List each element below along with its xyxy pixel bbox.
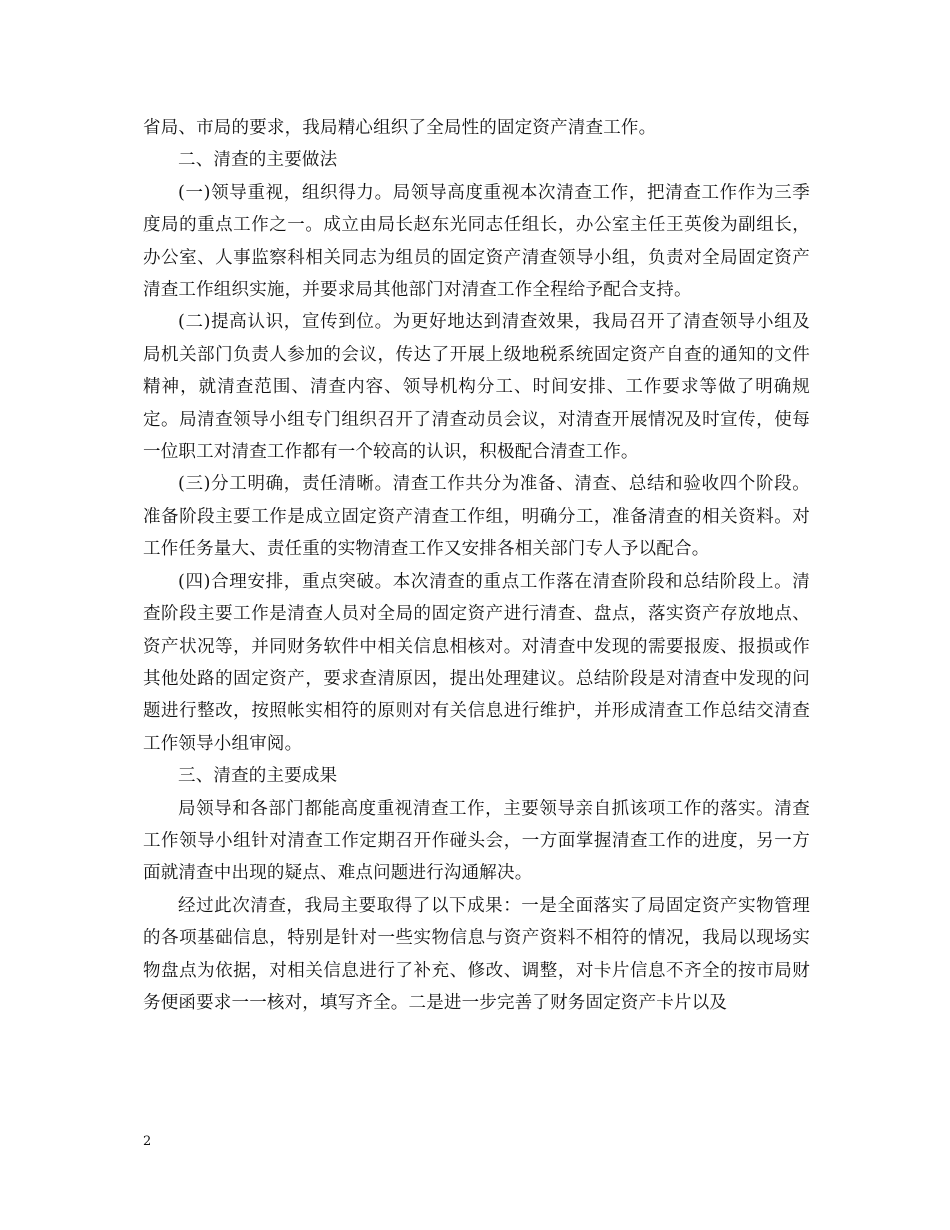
paragraph-leadership: (一)领导重视，组织得力。局领导高度重视本次清查工作，把清查工作作为三季度局的重点工作之一。成立由局长赵东光同志任组长，办公室主任王英俊为副组长，办公室、人事监察科相关同志为组员的固定资产清查领导小组，负责对全局固定资产清查工作组织实施，并要求局其他部门对清查工作全程给予配合支持。 — [143, 182, 810, 301]
section-heading-methods: 二、清查的主要做法 — [178, 150, 338, 171]
paragraph-leadership-attention: 局领导和各部门都能高度重视清查工作，主要领导亲自抓该项工作的落实。清查工作领导小组针对清查工作定期召开作碰头会，一方面掌握清查工作的进度，另一方面就清查中出现的疑点、难点问题进行沟通解决。 — [143, 798, 810, 884]
paragraph-arrangement: (四)合理安排，重点突破。本次清查的重点工作落在清查阶段和总结阶段上。清查阶段主要工作是清查人员对全局的固定资产进行清查、盘点，落实资产存放地点、资产状况等，并同财务软件中相关信息相核对。对清查中发现的需要报废、报损或作其他处路的固定资产，要求查清原因，提出处理建议。总结阶段是对清查中发现的问题进行整改，按照帐实相符的原则对有关信息进行维护，并形成清查工作总结交清查工作领导小组审阅。 — [143, 571, 810, 754]
paragraph-outcomes: 经过此次清查，我局主要取得了以下成果：一是全面落实了局固定资产实物管理的各项基础信息，特别是针对一些实物信息与资产资料不相符的情况，我局以现场实物盘点为依据，对相关信息进行了补充、修改、调整，对卡片信息不齐全的按市局财务便函要求一一核对，填写齐全。二是进一步完善了财务固定资产卡片以及 — [143, 895, 810, 1013]
document-body — [143, 112, 810, 1019]
page-number: 2 — [143, 1134, 152, 1149]
section-heading-results: 三、清查的主要成果 — [178, 766, 338, 787]
paragraph-division-of-work: (三)分工明确，责任清晰。清查工作共分为准备、清查、总结和验收四个阶段。准备阶段主要工作是成立固定资产清查工作组，明确分工，准备清查的相关资料。对工作任务量大、责任重的实物清查工作又安排各相关部门专人予以配合。 — [143, 474, 810, 560]
paragraph-continuation: 省局、市局的要求，我局精心组织了全局性的固定资产清查工作。 — [143, 118, 657, 138]
paragraph-awareness: (二)提高认识，宣传到位。为更好地达到清查效果，我局召开了清查领导小组及局机关部门负责人参加的会议，传达了开展上级地税系统固定资产自查的通知的文件精神，就清查范围、清查内容、领导机构分工、时间安排、工作要求等做了明确规定。局清查领导小组专门组织召开了清查动员会议，对清查开展情况及时宣传，使每一位职工对清查工作都有一个较高的认识，积极配合清查工作。 — [143, 312, 810, 463]
